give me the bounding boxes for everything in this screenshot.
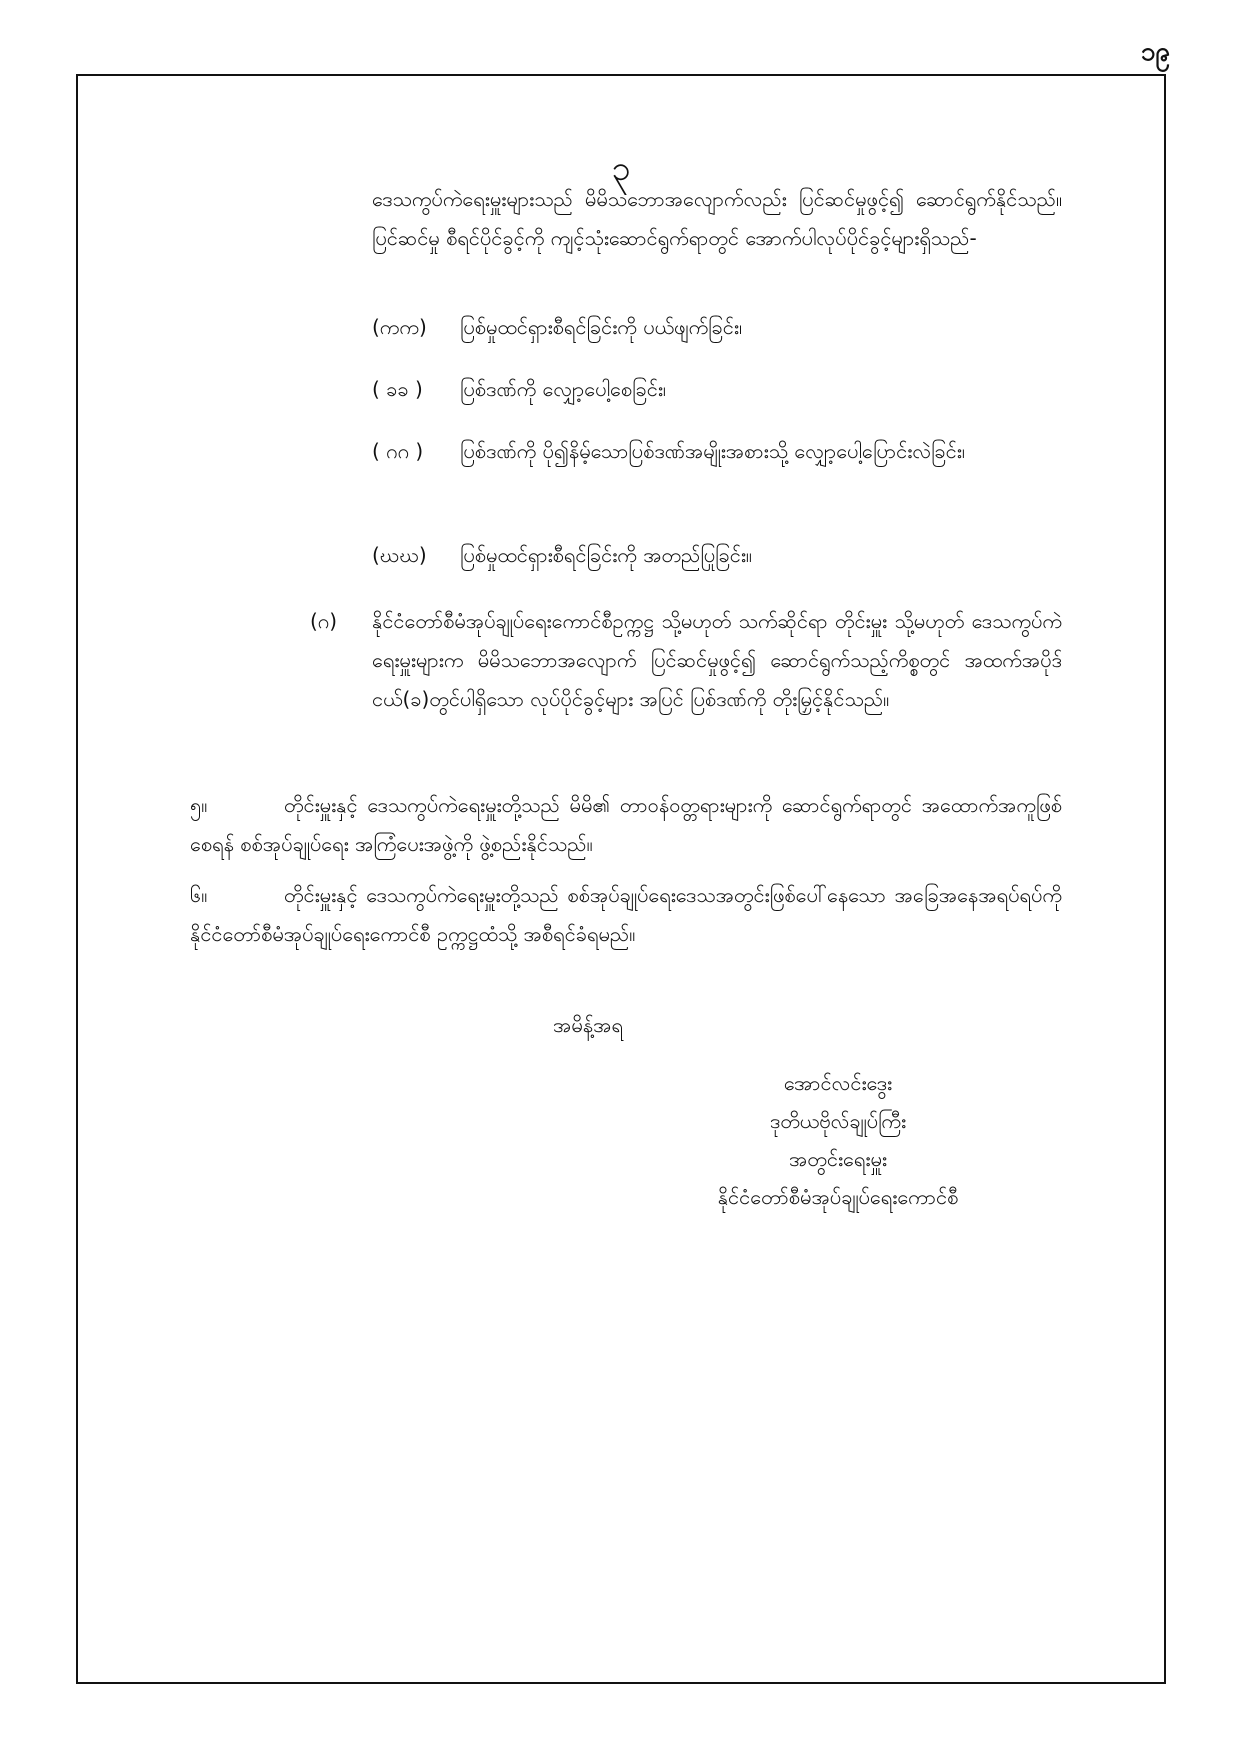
list-item-label: (ကက) bbox=[372, 315, 427, 339]
list-item bbox=[372, 308, 1062, 348]
intro-paragraph: ဒေသကွပ်ကဲရေးမှူးများသည် မိမိသဘောအလျောက်လည်း ပြင်ဆင်မှုဖွင့်၍ ဆောင်ရွက်နိုင်သည်။ ပြင်ဆင်မှု စီရင်ပိုင်ခွင့်ကို ကျင့်သုံးဆောင်ရွက်ရာတွင် အောက်ပါလုပ်ပိုင်ခွင့်များရှိသည်- bbox=[372, 187, 1062, 250]
list-item bbox=[372, 370, 1062, 410]
numbered-paragraph-text: တိုင်းမှူးနှင့် ဒေသကွပ်ကဲရေးမှူးတို့သည် စစ်အုပ်ချုပ်ရေးဒေသအတွင်းဖြစ်ပေါ်နေသော အခြေအနေအရပ်ရပ်ကို နိုင်ငံတော်စီမံအုပ်ချုပ်ရေးကောင်စီ ဥက္ကဋ္ဌထံသို့ အစီရင်ခံရမည်။ bbox=[190, 883, 1062, 946]
signatory-title: အတွင်းရေးမှူး bbox=[789, 1147, 887, 1171]
list-item-text: ပြစ်ဒဏ်ကို ပို၍နိမ့်သောပြစ်ဒဏ်အမျိုးအစားသို့ လျှော့ပေါ့ပြောင်းလဲခြင်း၊ bbox=[460, 439, 966, 463]
numbered-paragraph-label: ၅။ bbox=[190, 793, 208, 817]
numbered-paragraph-text: တိုင်းမှူးနှင့် ဒေသကွပ်ကဲရေးမှူးတို့သည် မိမိ၏ တာဝန်ဝတ္တရားများကို ဆောင်ရွက်ရာတွင် အထောက်အကူဖြစ်စေရန် စစ်အုပ်ချုပ်ရေး အကြံပေးအဖွဲ့ကို ဖွဲ့စည်းနိုင်သည်။ bbox=[190, 793, 1062, 856]
signature-block bbox=[638, 1064, 1038, 1216]
sub-paragraph bbox=[310, 602, 1062, 802]
list-item-label: ( ဂဂ ) bbox=[372, 439, 424, 463]
page-frame bbox=[76, 74, 1166, 1684]
list-item bbox=[372, 432, 1062, 512]
signatory-rank: ဒုတိယဗိုလ်ချုပ်ကြီး bbox=[769, 1109, 907, 1133]
signatory-name: အောင်လင်းဒွေး bbox=[783, 1071, 893, 1095]
numbered-paragraph bbox=[190, 876, 1062, 954]
numbered-paragraph bbox=[190, 786, 1062, 864]
closing-line: အမိန့်အရ bbox=[553, 1013, 623, 1037]
page-heading: ၃ bbox=[611, 149, 631, 189]
numbered-paragraph-label: ၆။ bbox=[190, 883, 208, 907]
sub-paragraph-text: နိုင်ငံတော်စီမံအုပ်ချုပ်ရေးကောင်စီဥက္ကဋ္ဌ သို့မဟုတ် သက်ဆိုင်ရာ တိုင်းမှူး သို့မဟုတ် ဒေသကွပ်ကဲရေးမှူးများက မိမိသဘောအလျောက် ပြင်ဆင်မှုဖွင့်၍ ဆောင်ရွက်သည့်ကိစ္စတွင် အထက်အပိုဒ်ငယ်(ခ)တွင်ပါရှိသော လုပ်ပိုင်ခွင့်များ အပြင် ပြစ်ဒဏ်ကို တိုးမြှင့်နိုင်သည်။ bbox=[372, 609, 1062, 711]
list-item bbox=[372, 536, 1062, 576]
sub-paragraph-label: (ဂ) bbox=[310, 609, 338, 633]
list-item-label: (ဃဃ) bbox=[372, 543, 427, 567]
list-item-text: ပြစ်မှုထင်ရှားစီရင်ခြင်းကို ပယ်ဖျက်ခြင်း၊ bbox=[460, 315, 743, 339]
list-item-label: ( ခခ ) bbox=[372, 377, 423, 401]
page-number: ၁၉ bbox=[1140, 37, 1170, 67]
list-item-text: ပြစ်မှုထင်ရှားစီရင်ခြင်းကို အတည်ပြုခြင်း။ bbox=[460, 543, 752, 567]
signatory-organization: နိုင်ငံတော်စီမံအုပ်ချုပ်ရေးကောင်စီ bbox=[717, 1185, 959, 1209]
list-item-text: ပြစ်ဒဏ်ကို လျှော့ပေါ့စေခြင်း၊ bbox=[460, 377, 667, 401]
